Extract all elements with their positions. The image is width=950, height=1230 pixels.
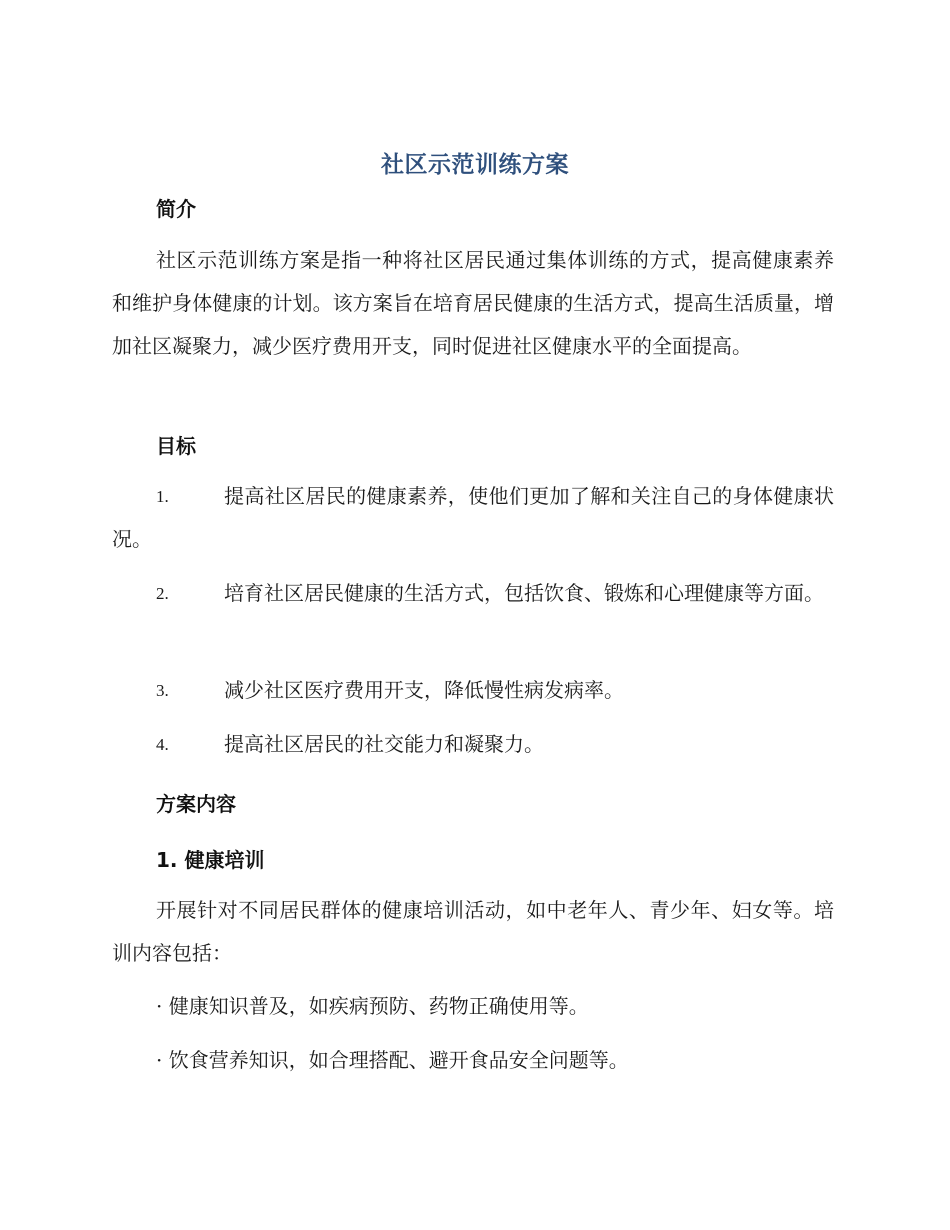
section-heading-goals: 目标 — [156, 434, 196, 458]
goal-number: 1. — [156, 487, 169, 506]
goal-number: 3. — [156, 681, 169, 700]
subsection-heading-health-training: 1. 健康培训 — [156, 848, 265, 872]
goal-text: 提高社区居民的社交能力和凝聚力。 — [224, 732, 544, 756]
goal-item — [112, 669, 834, 712]
goal-item — [112, 572, 834, 615]
goal-item — [112, 475, 834, 561]
goal-text: 提高社区居民的健康素养，使他们更加了解和关注自己的身体健康状况。 — [112, 484, 834, 551]
goal-item — [112, 723, 834, 766]
bullet-item: · 健康知识普及，如疾病预防、药物正确使用等。 — [156, 994, 589, 1018]
bullet-item: · 饮食营养知识，如合理搭配、避开食品安全问题等。 — [156, 1048, 629, 1072]
goal-number: 4. — [156, 735, 169, 754]
section-heading-intro: 简介 — [156, 197, 196, 221]
goal-text: 培育社区居民健康的生活方式，包括饮食、锻炼和心理健康等方面。 — [224, 581, 824, 605]
document-title: 社区示范训练方案 — [381, 152, 569, 178]
goal-number: 2. — [156, 584, 169, 603]
training-paragraph: 开展针对不同居民群体的健康培训活动，如中老年人、青少年、妇女等。培训内容包括： — [112, 898, 834, 965]
intro-paragraph: 社区示范训练方案是指一种将社区居民通过集体训练的方式，提高健康素养和维护身体健康的计划。该方案旨在培育居民健康的生活方式，提高生活质量，增加社区凝聚力，减少医疗费用开支，同时促进社区健康水平的全面提高。 — [112, 248, 834, 358]
section-heading-content: 方案内容 — [156, 792, 236, 816]
goal-text: 减少社区医疗费用开支，降低慢性病发病率。 — [224, 678, 624, 702]
